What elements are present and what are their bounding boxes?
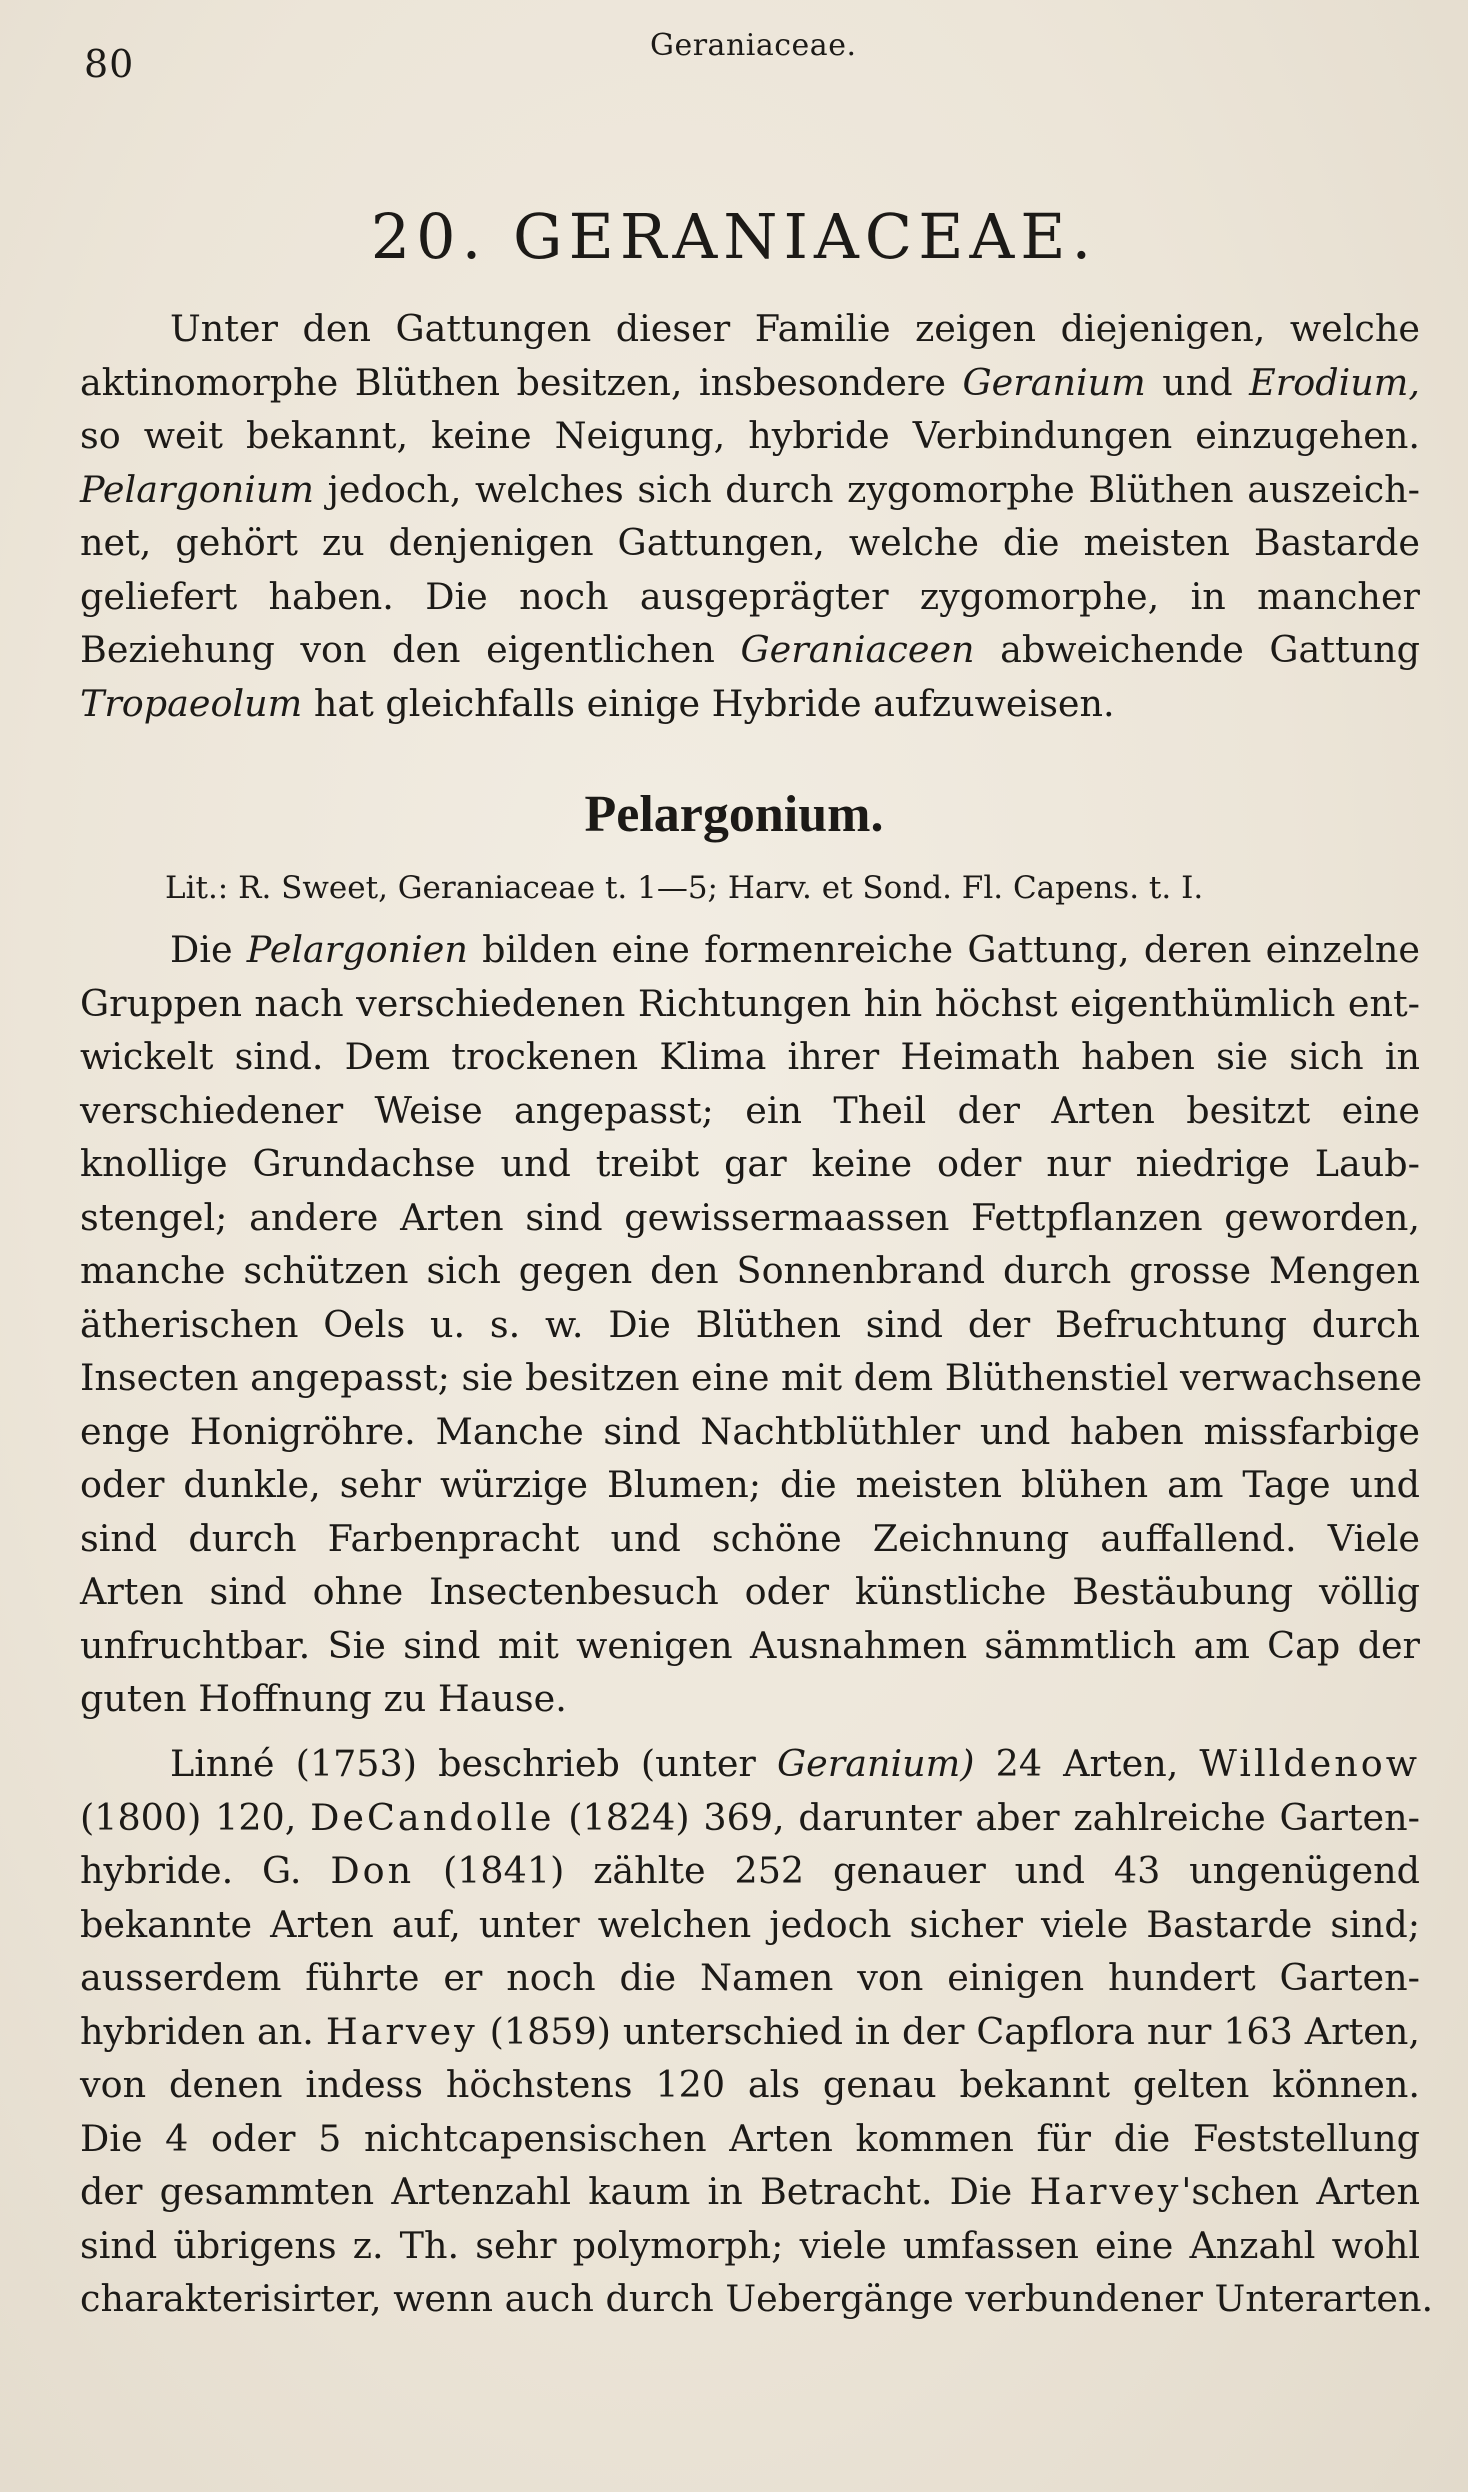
text-line: guten Hoffnung zu Hause. [80,1677,567,1720]
text-line: oder dunkle, sehr würzige Blumen; die meisten blühen am Tage und [80,1463,1420,1506]
intro-paragraph [80,302,1420,730]
text-line: ätherischen Oels u. s. w. Die Blüthen sind der Befruchtung durch [80,1302,1420,1346]
text-line: wickelt sind. Dem trockenen Klima ihrer Heimath haben sie sich in [80,1035,1420,1078]
text-line: Tropaeolum hat gleichfalls einige Hybride aufzuweisen. [80,681,1115,725]
text-line: Beziehung von den eigentlichen Geraniaceen abweichende Gattung [80,628,1421,671]
text-line: (1800) 120, DeCandolle (1824) 369, darunter aber zahlreiche Garten- [80,1795,1420,1839]
page-number: 80 [84,42,135,86]
text-line: so weit bekannt, keine Neigung, hybride Verbindungen einzugehen. [80,414,1420,457]
text-line: hybriden an. Harvey (1859) unterschied in der Capflora nur 163 Arten, [80,2009,1420,2053]
text-line: Pelargonium jedoch, welches sich durch zygomorphe Blüthen auszeich- [80,467,1420,511]
text-line: Insecten angepasst; sie besitzen eine mit dem Blüthenstiel verwachsene [80,1356,1423,1399]
text-line: manche schützen sich gegen den Sonnenbrand durch grosse Mengen [80,1249,1420,1292]
text-line: Die 4 oder 5 nichtcapensischen Arten kommen für die Feststellung [80,2116,1420,2160]
text-line: enge Honigröhre. Manche sind Nachtblüthler und haben missfarbige [80,1409,1420,1453]
text-line: verschiedener Weise angepasst; ein Theil der Arten besitzt eine [80,1088,1420,1132]
text-line: Unter den Gattungen dieser Familie zeigen diejenigen, welche [170,307,1420,350]
text-line: ausserdem führte er noch die Namen von einigen hundert Garten- [80,1956,1420,1999]
text-line: bekannte Arten auf, unter welchen jedoch sicher viele Bastarde sind; [80,1902,1420,1946]
text-line: sind übrigens z. Th. sehr polymorph; viele umfassen eine Anzahl wohl [80,2223,1420,2267]
text-line: Linné (1753) beschrieb (unter Geranium) 24 Arten, Willdenow [170,1742,1421,1785]
text-line: der gesammten Artenzahl kaum in Betracht. Die Harvey'schen Arten [80,2170,1420,2213]
text-line: von denen indess höchstens 120 als genau bekannt gelten können. [80,2063,1420,2106]
text-line: hybride. G. Don (1841) zählte 252 genauer und 43 ungenügend [80,1849,1420,1892]
text-line: net, gehört zu denjenigen Gattungen, welche die meisten Bastarde [80,521,1420,564]
running-head: Geraniaceae. [650,28,857,63]
text-line: charakterisirter, wenn auch durch Uebergänge verbundener Unterarten. [80,2277,1434,2320]
text-line: knollige Grundachse und treibt gar keine oder nur niedrige Laub- [80,1142,1420,1185]
text-line: aktinomorphe Blüthen besitzen, insbesondere Geranium und Erodium, [80,360,1420,404]
literature-reference: Lit.: R. Sweet, Geraniaceae t. 1—5; Harv. et Sond. Fl. Capens. t. I. [165,870,1204,906]
paragraph-pelargonien [80,923,1423,1726]
text-line: Die Pelargonien bilden eine formenreiche Gattung, deren einzelne [170,928,1420,971]
text-line: unfruchtbar. Sie sind mit wenigen Ausnahmen sämmtlich am Cap der [80,1623,1420,1667]
chapter-title: 20. GERANIACEAE. [370,200,1098,273]
text-line: sind durch Farbenpracht und schöne Zeichnung auffallend. Viele [80,1516,1420,1560]
text-line: stengel; andere Arten sind gewissermaassen Fettpflanzen geworden, [80,1195,1420,1239]
text-line: geliefert haben. Die noch ausgeprägter zygomorphe, in mancher [80,574,1420,618]
section-title: Pelargonium. [584,786,884,843]
text-line: Gruppen nach verschiedenen Richtungen hin höchst eigenthümlich ent- [80,981,1420,1025]
paragraph-history [80,1737,1434,2326]
text-line: Arten sind ohne Insectenbesuch oder künstliche Bestäubung völlig [80,1570,1420,1613]
